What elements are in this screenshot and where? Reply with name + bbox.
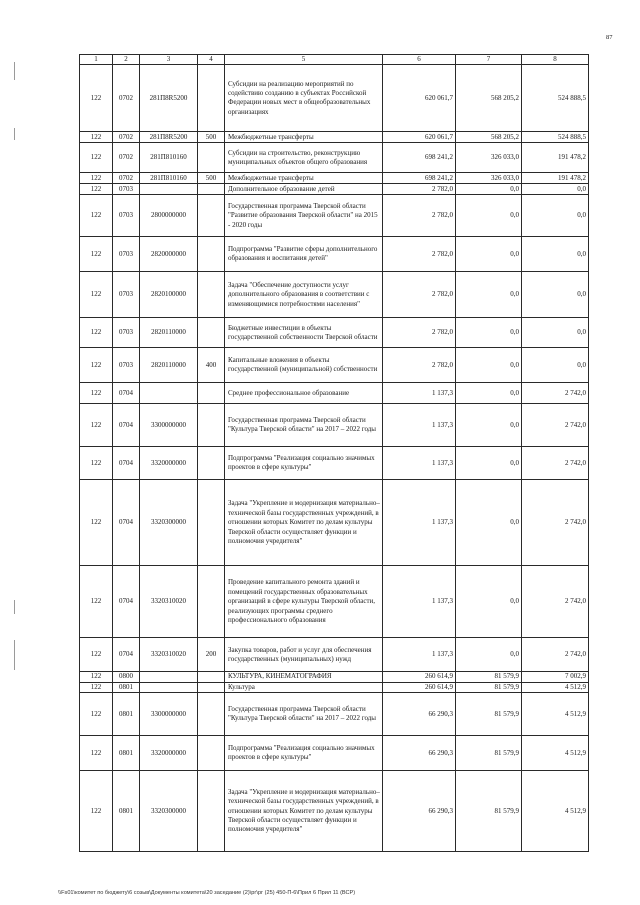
amount-2019: 66 290,3 <box>383 693 456 736</box>
amount-2019: 260 614,9 <box>383 682 456 692</box>
target-article-code: 3320300000 <box>140 480 198 566</box>
item-name: Подпрограмма "Реализация социально значимых проектов в сфере культуры" <box>225 447 383 480</box>
amount-2021: 2 742,0 <box>522 638 589 672</box>
amount-2021: 2 742,0 <box>522 566 589 638</box>
item-name: Культура <box>225 682 383 692</box>
target-article-code: 3320000000 <box>140 736 198 771</box>
section-code: 0703 <box>113 184 140 195</box>
target-article-code <box>140 672 198 682</box>
column-number-row <box>80 55 589 65</box>
expense-type-code <box>198 318 225 348</box>
amount-2021: 7 002,9 <box>522 672 589 682</box>
amount-2020: 568 205,2 <box>456 65 522 132</box>
section-code: 0704 <box>113 638 140 672</box>
amount-2019: 260 614,9 <box>383 672 456 682</box>
table-row <box>80 404 589 447</box>
ministry-code: 122 <box>80 184 113 195</box>
section-code: 0703 <box>113 195 140 237</box>
target-article-code: 3320300000 <box>140 771 198 852</box>
target-article-code: 2820110000 <box>140 318 198 348</box>
amount-2021: 0,0 <box>522 348 589 383</box>
amount-2019: 1 137,3 <box>383 404 456 447</box>
ministry-code: 122 <box>80 132 113 143</box>
amount-2020: 0,0 <box>456 404 522 447</box>
item-name: Субсидии на строительство, реконструкцию муниципальных объектов общего образования <box>225 143 383 173</box>
item-name: Государственная программа Тверской области "Культура Тверской области" на 2017 – 2022 годы <box>225 693 383 736</box>
target-article-code: 3320310020 <box>140 638 198 672</box>
amount-2020: 0,0 <box>456 184 522 195</box>
margin-mark <box>14 640 15 670</box>
target-article-code: 3320310020 <box>140 566 198 638</box>
table-row <box>80 682 589 692</box>
table-row <box>80 566 589 638</box>
section-code: 0702 <box>113 132 140 143</box>
table-row <box>80 272 589 318</box>
ministry-code: 122 <box>80 736 113 771</box>
expense-type-code <box>198 447 225 480</box>
expense-type-code: 400 <box>198 348 225 383</box>
ministry-code: 122 <box>80 348 113 383</box>
amount-2019: 66 290,3 <box>383 771 456 852</box>
expense-type-code <box>198 143 225 173</box>
expense-type-code <box>198 383 225 404</box>
amount-2021: 0,0 <box>522 318 589 348</box>
target-article-code: 281П8R5200 <box>140 132 198 143</box>
amount-2020: 0,0 <box>456 237 522 272</box>
expense-type-code <box>198 272 225 318</box>
section-code: 0704 <box>113 566 140 638</box>
amount-2020: 0,0 <box>456 348 522 383</box>
item-name: Межбюджетные трансферты <box>225 132 383 143</box>
target-article-code: 281П8R5200 <box>140 65 198 132</box>
ministry-code: 122 <box>80 682 113 692</box>
amount-2021: 524 888,5 <box>522 65 589 132</box>
item-name: Закупка товаров, работ и услуг для обеспечения государственных (муниципальных) нужд <box>225 638 383 672</box>
section-code: 0704 <box>113 480 140 566</box>
item-name: Задача "Обеспечение доступности услуг дополнительного образования в соответствии с изменяющимися потребностями населения" <box>225 272 383 318</box>
table-row <box>80 237 589 272</box>
ministry-code: 122 <box>80 143 113 173</box>
amount-2019: 2 782,0 <box>383 184 456 195</box>
ministry-code: 122 <box>80 771 113 852</box>
target-article-code <box>140 682 198 692</box>
amount-2019: 2 782,0 <box>383 348 456 383</box>
amount-2021: 4 512,9 <box>522 771 589 852</box>
target-article-code: 2820100000 <box>140 272 198 318</box>
amount-2021: 0,0 <box>522 237 589 272</box>
expense-type-code <box>198 195 225 237</box>
expense-type-code <box>198 237 225 272</box>
ministry-code: 122 <box>80 383 113 404</box>
item-name: Подпрограмма "Развитие сферы дополнительного образования и воспитания детей" <box>225 237 383 272</box>
ministry-code: 122 <box>80 237 113 272</box>
amount-2020: 0,0 <box>456 195 522 237</box>
expense-type-code <box>198 65 225 132</box>
amount-2021: 0,0 <box>522 272 589 318</box>
ministry-code: 122 <box>80 447 113 480</box>
table-row <box>80 638 589 672</box>
target-article-code: 281П810160 <box>140 143 198 173</box>
amount-2021: 191 478,2 <box>522 143 589 173</box>
section-code: 0702 <box>113 65 140 132</box>
table-row <box>80 672 589 682</box>
amount-2019: 1 137,3 <box>383 480 456 566</box>
amount-2019: 2 782,0 <box>383 195 456 237</box>
amount-2021: 2 742,0 <box>522 383 589 404</box>
table-row <box>80 65 589 132</box>
section-code: 0703 <box>113 318 140 348</box>
amount-2019: 698 241,2 <box>383 173 456 184</box>
table-row <box>80 173 589 184</box>
section-code: 0801 <box>113 771 140 852</box>
amount-2019: 2 782,0 <box>383 272 456 318</box>
table-row <box>80 771 589 852</box>
expense-type-code <box>198 184 225 195</box>
section-code: 0702 <box>113 173 140 184</box>
amount-2020: 0,0 <box>456 318 522 348</box>
item-name: Среднее профессиональное образование <box>225 383 383 404</box>
amount-2021: 2 742,0 <box>522 404 589 447</box>
ministry-code: 122 <box>80 173 113 184</box>
ministry-code: 122 <box>80 272 113 318</box>
expense-type-code <box>198 771 225 852</box>
amount-2019: 2 782,0 <box>383 318 456 348</box>
section-code: 0703 <box>113 272 140 318</box>
target-article-code: 3300000000 <box>140 404 198 447</box>
amount-2020: 0,0 <box>456 272 522 318</box>
table-row <box>80 447 589 480</box>
expense-type-code <box>198 404 225 447</box>
section-code: 0702 <box>113 143 140 173</box>
table-row <box>80 184 589 195</box>
amount-2021: 4 512,9 <box>522 736 589 771</box>
column-number: 5 <box>225 55 383 65</box>
item-name: Государственная программа Тверской области "Культура Тверской области" на 2017 – 2022 годы <box>225 404 383 447</box>
item-name: Задача "Укрепление и модернизация материально–технической базы государственных учреждений, в отношении которых Комитет по делам культуры Тверской области осуществляет функции и полномочия учредителя" <box>225 771 383 852</box>
margin-mark <box>14 128 15 140</box>
budget-table <box>79 54 589 852</box>
ministry-code: 122 <box>80 638 113 672</box>
amount-2021: 191 478,2 <box>522 173 589 184</box>
amount-2020: 0,0 <box>456 566 522 638</box>
column-number: 3 <box>140 55 198 65</box>
expense-type-code <box>198 682 225 692</box>
amount-2020: 81 579,9 <box>456 672 522 682</box>
target-article-code <box>140 184 198 195</box>
amount-2021: 4 512,9 <box>522 682 589 692</box>
item-name: Государственная программа Тверской области "Развитие образования Тверской области" на 2015 - 2020 годы <box>225 195 383 237</box>
expense-type-code <box>198 480 225 566</box>
target-article-code <box>140 383 198 404</box>
amount-2019: 1 137,3 <box>383 638 456 672</box>
margin-mark <box>14 600 15 614</box>
amount-2021: 4 512,9 <box>522 693 589 736</box>
item-name: Бюджетные инвестиции в объекты государственной собственности Тверской области <box>225 318 383 348</box>
item-name: КУЛЬТУРА, КИНЕМАТОГРАФИЯ <box>225 672 383 682</box>
section-code: 0800 <box>113 672 140 682</box>
expense-type-code <box>198 736 225 771</box>
amount-2020: 0,0 <box>456 480 522 566</box>
table-row <box>80 348 589 383</box>
table-row <box>80 143 589 173</box>
column-number: 7 <box>456 55 522 65</box>
amount-2020: 81 579,9 <box>456 693 522 736</box>
amount-2021: 0,0 <box>522 195 589 237</box>
amount-2019: 620 061,7 <box>383 65 456 132</box>
target-article-code: 3320000000 <box>140 447 198 480</box>
amount-2020: 0,0 <box>456 383 522 404</box>
target-article-code: 2820000000 <box>140 237 198 272</box>
column-number: 8 <box>522 55 589 65</box>
section-code: 0801 <box>113 736 140 771</box>
table-row <box>80 318 589 348</box>
expense-type-code: 200 <box>198 638 225 672</box>
item-name: Задача "Укрепление и модернизация материально–технической базы государственных учреждений, в отношении которых Комитет по делам культуры Тверской области осуществляет функции и полномочия учредителя" <box>225 480 383 566</box>
target-article-code: 3300000000 <box>140 693 198 736</box>
item-name: Дополнительное образование детей <box>225 184 383 195</box>
table-row <box>80 195 589 237</box>
expense-type-code: 500 <box>198 132 225 143</box>
table-row <box>80 736 589 771</box>
ministry-code: 122 <box>80 404 113 447</box>
target-article-code: 281П810160 <box>140 173 198 184</box>
ministry-code: 122 <box>80 672 113 682</box>
amount-2021: 2 742,0 <box>522 480 589 566</box>
item-name: Межбюджетные трансферты <box>225 173 383 184</box>
section-code: 0801 <box>113 682 140 692</box>
section-code: 0801 <box>113 693 140 736</box>
table-row <box>80 132 589 143</box>
amount-2019: 1 137,3 <box>383 383 456 404</box>
amount-2020: 0,0 <box>456 638 522 672</box>
amount-2019: 1 137,3 <box>383 447 456 480</box>
expense-type-code <box>198 566 225 638</box>
amount-2019: 620 061,7 <box>383 132 456 143</box>
footer-file-path: \\Fs01\комитет по бюджету\6 созыв\Документы комитета\20 заседание (2)\рг\рг (25) 450-П-6\Прил 6 Прил 11 (ВСР) <box>58 890 356 896</box>
amount-2020: 326 033,0 <box>456 143 522 173</box>
section-code: 0704 <box>113 383 140 404</box>
amount-2020: 326 033,0 <box>456 173 522 184</box>
ministry-code: 122 <box>80 318 113 348</box>
section-code: 0703 <box>113 348 140 383</box>
target-article-code: 2800000000 <box>140 195 198 237</box>
amount-2020: 81 579,9 <box>456 736 522 771</box>
amount-2019: 66 290,3 <box>383 736 456 771</box>
ministry-code: 122 <box>80 195 113 237</box>
item-name: Капитальные вложения в объекты государственной (муниципальной) собственности <box>225 348 383 383</box>
amount-2020: 568 205,2 <box>456 132 522 143</box>
table-row <box>80 480 589 566</box>
table-row <box>80 383 589 404</box>
amount-2019: 2 782,0 <box>383 237 456 272</box>
table-row <box>80 693 589 736</box>
amount-2020: 81 579,9 <box>456 771 522 852</box>
item-name: Подпрограмма "Реализация социально значимых проектов в сфере культуры" <box>225 736 383 771</box>
amount-2021: 2 742,0 <box>522 447 589 480</box>
column-number: 1 <box>80 55 113 65</box>
item-name: Проведение капитального ремонта зданий и помещений государственных образовательных организаций в сфере культуры Тверской области, реализующих программы среднего профессионального образования <box>225 566 383 638</box>
amount-2021: 0,0 <box>522 184 589 195</box>
item-name: Субсидии на реализацию мероприятий по содействию созданию в субъектах Российской Федерации новых мест в общеобразовательных организациях <box>225 65 383 132</box>
ministry-code: 122 <box>80 65 113 132</box>
expense-type-code <box>198 693 225 736</box>
amount-2021: 524 888,5 <box>522 132 589 143</box>
column-number: 2 <box>113 55 140 65</box>
amount-2020: 81 579,9 <box>456 682 522 692</box>
section-code: 0703 <box>113 237 140 272</box>
column-number: 4 <box>198 55 225 65</box>
amount-2020: 0,0 <box>456 447 522 480</box>
margin-mark <box>14 62 15 80</box>
column-number: 6 <box>383 55 456 65</box>
expense-type-code <box>198 672 225 682</box>
section-code: 0704 <box>113 404 140 447</box>
amount-2019: 1 137,3 <box>383 566 456 638</box>
section-code: 0704 <box>113 447 140 480</box>
expense-type-code: 500 <box>198 173 225 184</box>
amount-2019: 698 241,2 <box>383 143 456 173</box>
ministry-code: 122 <box>80 480 113 566</box>
target-article-code: 2820110000 <box>140 348 198 383</box>
page-number: 87 <box>606 34 613 41</box>
ministry-code: 122 <box>80 566 113 638</box>
ministry-code: 122 <box>80 693 113 736</box>
